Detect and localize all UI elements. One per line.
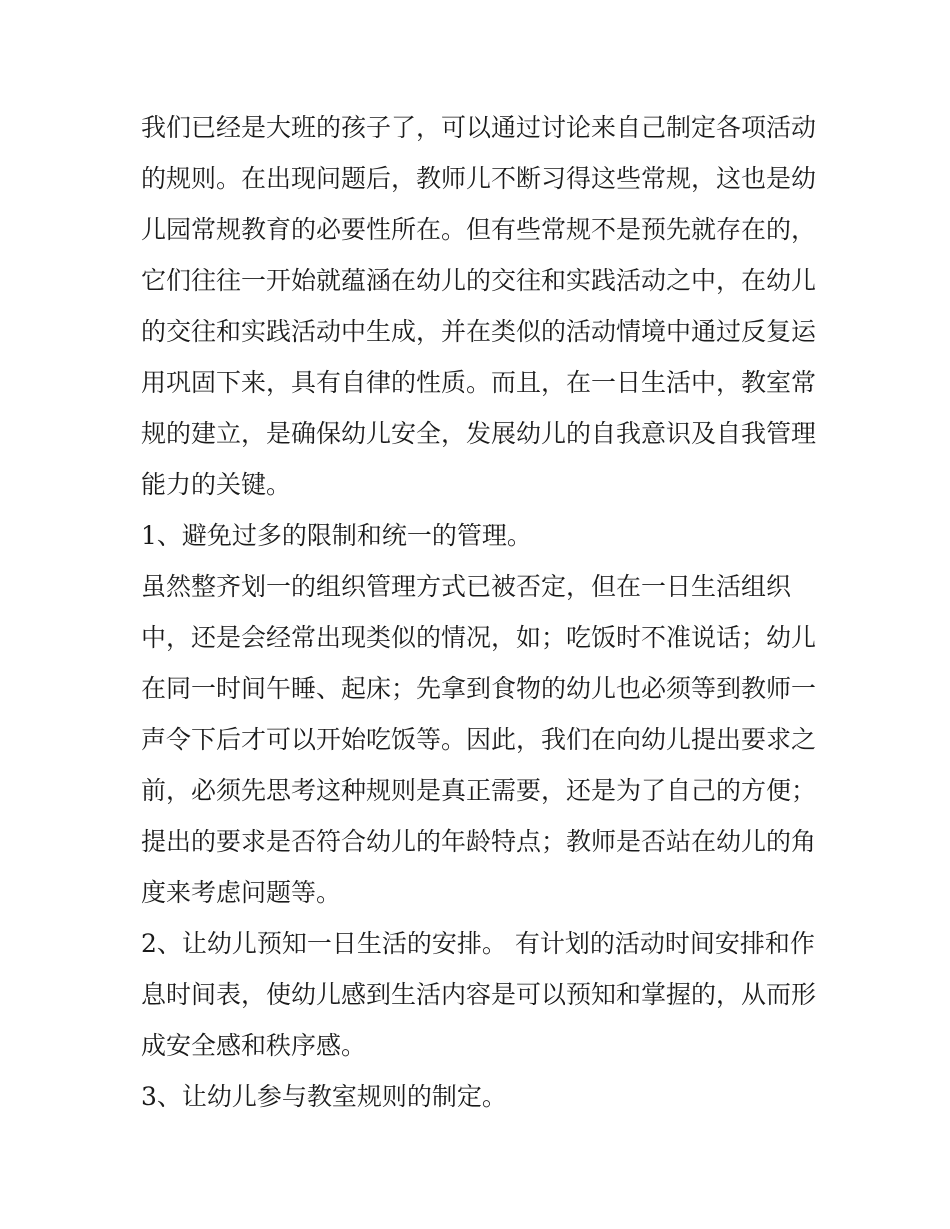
text-line-13: 声令下后才可以开始吃饭等。因此，我们在向幼儿提出要求之	[141, 725, 817, 754]
text-line-5: 的交往和实践活动中生成，并在类似的活动情境中通过反复运	[141, 317, 817, 346]
text-line-12: 在同一时间午睡、起床；先拿到食物的幼儿也必须等到教师一	[141, 674, 817, 703]
section-heading-2: 2、让幼儿预知一日生活的安排。 有计划的活动时间安排和作	[141, 929, 815, 958]
text-line-19: 成安全感和秩序感。	[141, 1031, 367, 1060]
text-line-2: 的规则。在出现问题后，教师儿不断习得这些常规，这也是幼	[141, 164, 817, 193]
section-heading-1: 1、避免过多的限制和统一的管理。	[141, 521, 532, 550]
text-line-7: 规的建立，是确保幼儿安全，发展幼儿的自我意识及自我管理	[141, 419, 817, 448]
section-heading-3: 3、让幼儿参与教室规则的制定。	[141, 1082, 507, 1111]
text-line-6: 用巩固下来，具有自律的性质。而且，在一日生活中，教室常	[141, 368, 817, 397]
text-line-18: 息时间表，使幼儿感到生活内容是可以预知和掌握的，从而形	[141, 980, 817, 1009]
text-line-4: 它们往往一开始就蕴涵在幼儿的交往和实践活动之中，在幼儿	[141, 266, 817, 295]
text-line-16: 度来考虑问题等。	[141, 878, 342, 907]
text-line-1: 我们已经是大班的孩子了，可以通过讨论来自己制定各项活动	[141, 113, 817, 142]
text-line-10: 虽然整齐划一的组织管理方式已被否定，但在一日生活组织	[141, 572, 792, 601]
text-line-15: 提出的要求是否符合幼儿的年龄特点；教师是否站在幼儿的角	[141, 827, 817, 856]
text-line-3: 儿园常规教育的必要性所在。但有些常规不是预先就存在的，	[141, 215, 817, 244]
text-line-14: 前，必须先思考这种规则是真正需要，还是为了自己的方便；	[141, 776, 817, 805]
text-line-11: 中，还是会经常出现类似的情况，如；吃饭时不准说话；幼儿	[141, 623, 817, 652]
text-line-8: 能力的关键。	[141, 470, 292, 499]
